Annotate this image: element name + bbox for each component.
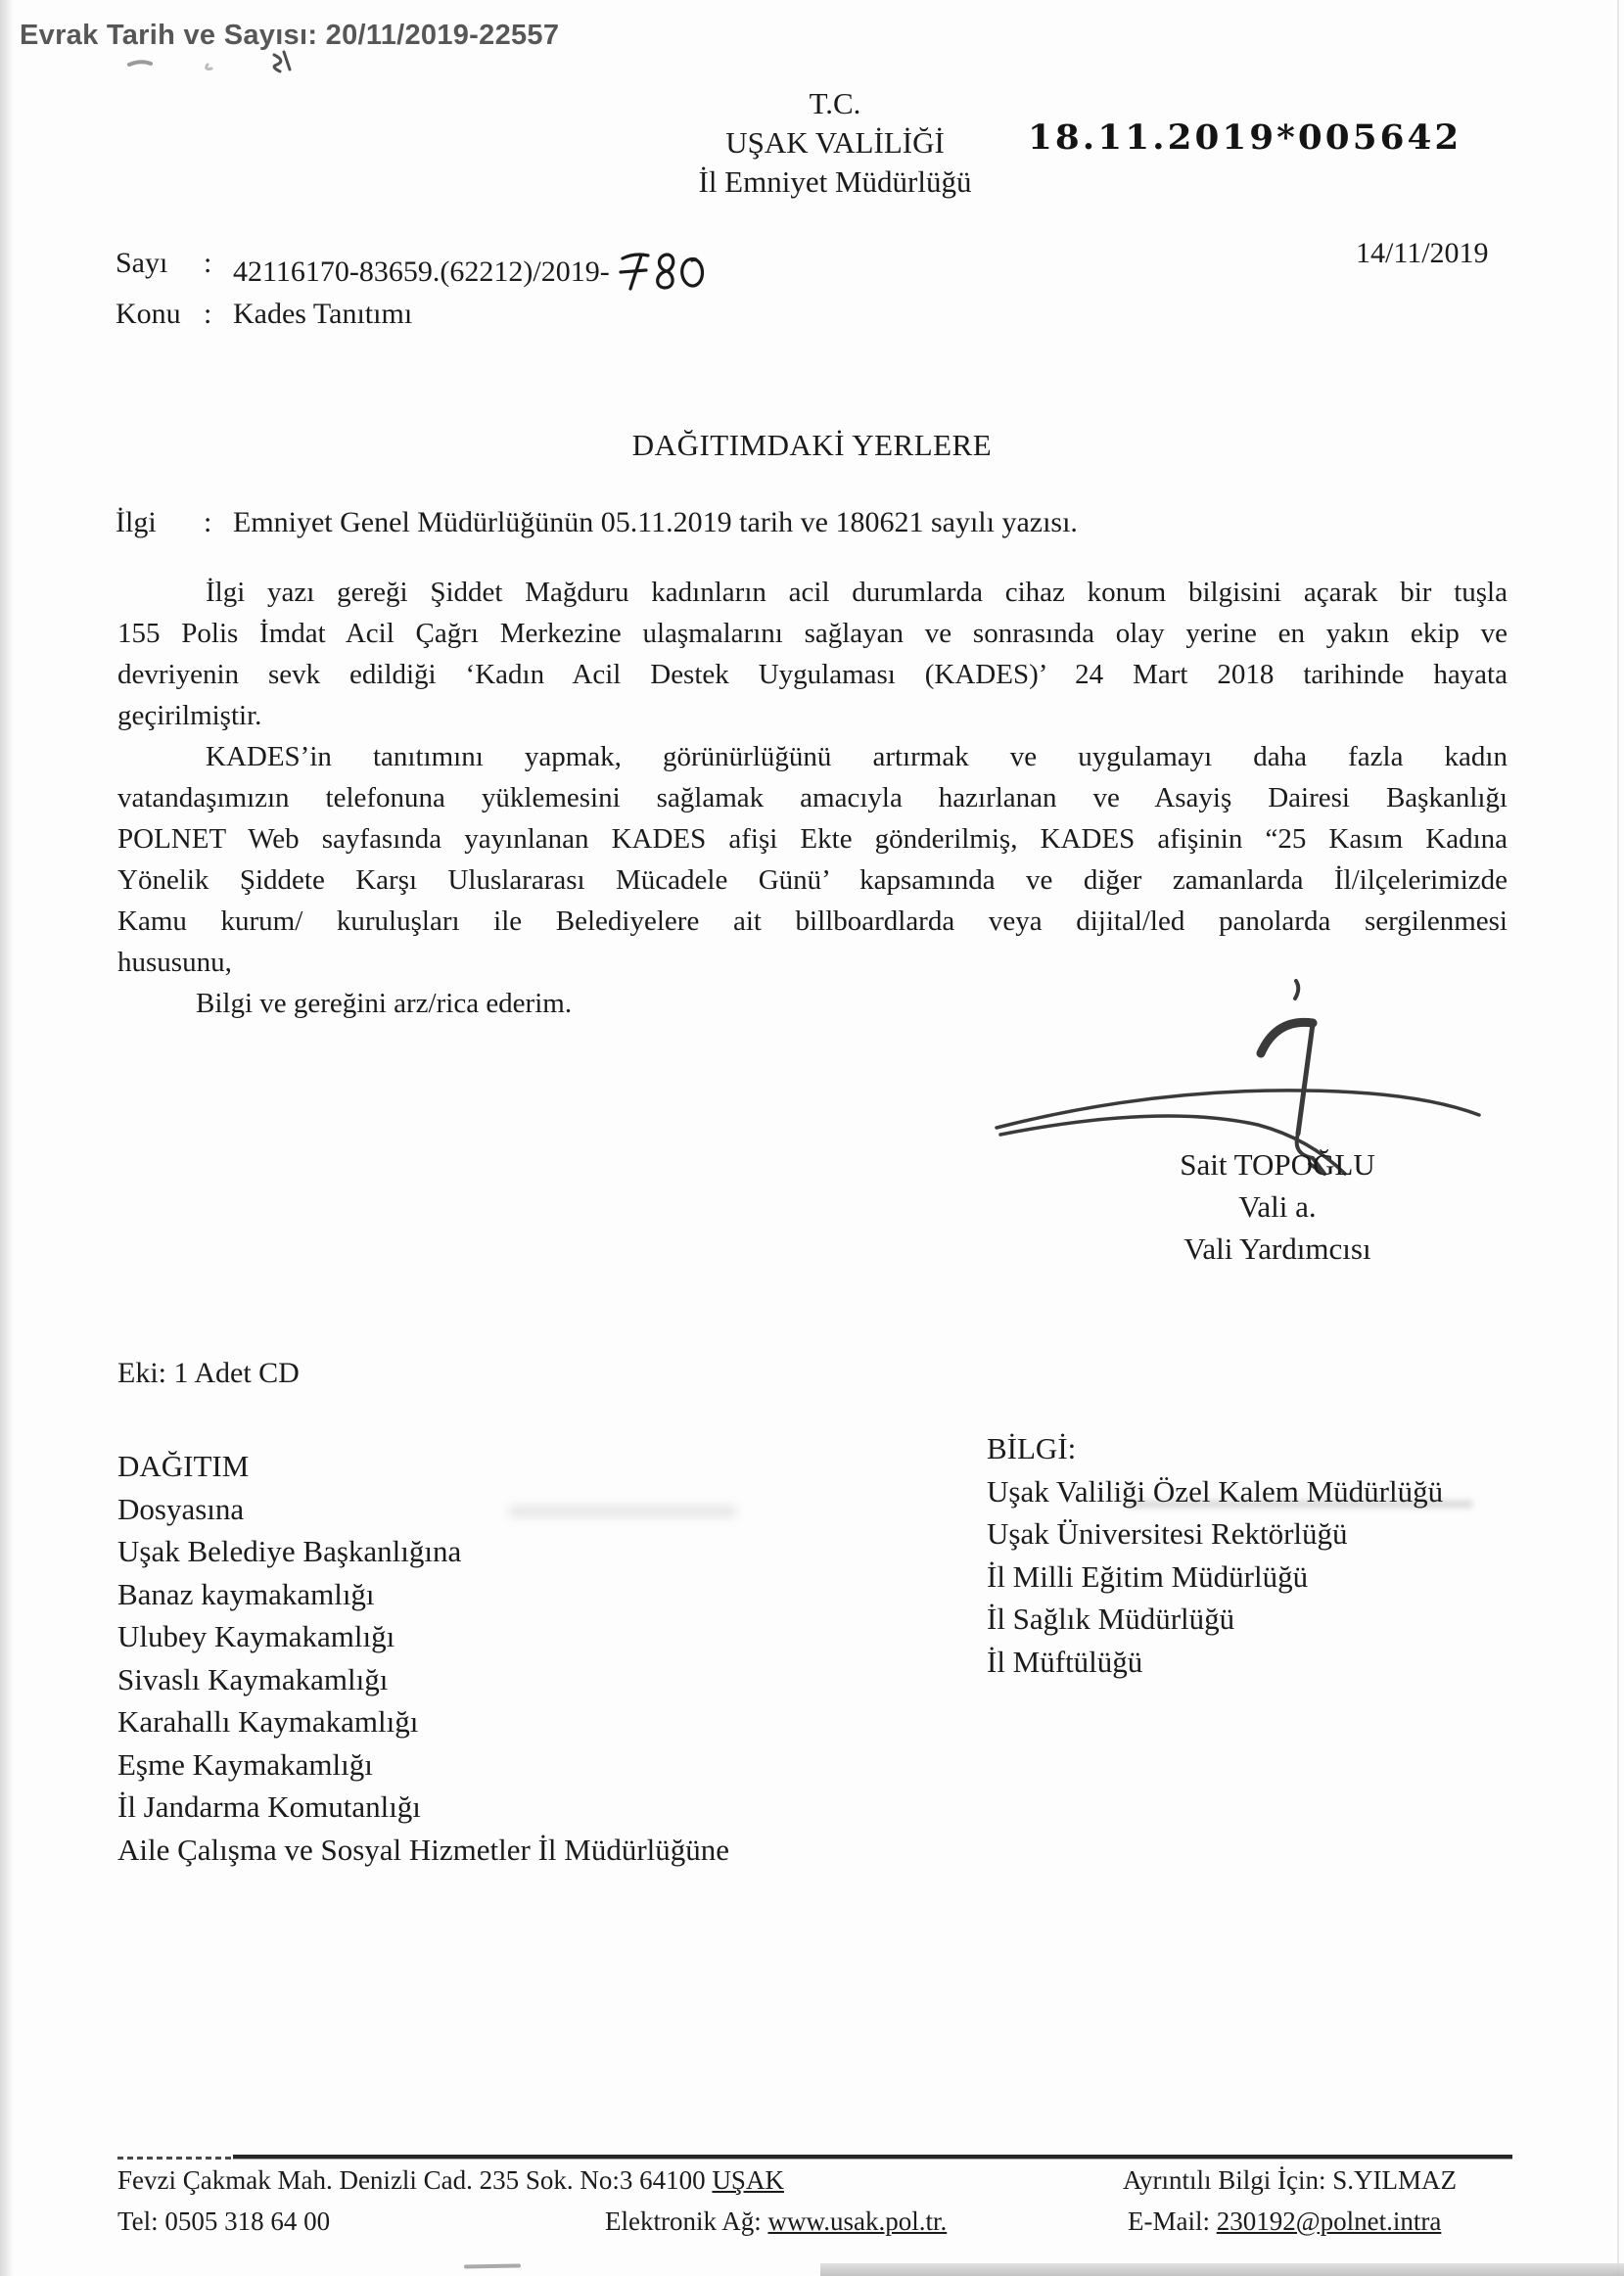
list-item: İl Sağlık Müdürlüğü bbox=[987, 1602, 1235, 1636]
footer-separator-solid bbox=[233, 2155, 1512, 2159]
letter-body bbox=[117, 572, 1508, 1024]
footer-contact: Ayrıntılı Bilgi İçin: S.YILMAZ bbox=[1123, 2165, 1458, 2195]
footer-web-url: www.usak.pol.tr. bbox=[767, 2206, 948, 2236]
footer-email-label: E-Mail: bbox=[1128, 2206, 1217, 2236]
body-line: geçirilmiştir. bbox=[117, 700, 262, 731]
document-date: 14/11/2019 bbox=[1356, 237, 1489, 269]
list-item: İl Milli Eğitim Müdürlüğü bbox=[987, 1558, 1309, 1594]
body-line: hususunu, bbox=[117, 947, 232, 978]
body-line: devriyenin sevk edildiği ‘Kadın Acil Destek Uygulaması (KADES)’ 24 Mart 2018 tarihinde hayata bbox=[117, 659, 1508, 690]
evrak-registration-note: Evrak Tarih ve Sayısı: 20/11/2019-22557 bbox=[20, 20, 560, 51]
scan-bottom-band bbox=[820, 2263, 1624, 2276]
colon: : bbox=[204, 298, 212, 330]
distribution-list bbox=[117, 1445, 729, 1871]
footer-address-city: UŞAK bbox=[712, 2165, 784, 2195]
list-item: İl Müftülüğü bbox=[987, 1644, 1143, 1679]
ilgi-label: İlgi bbox=[116, 506, 157, 538]
signature-block bbox=[1067, 1143, 1488, 1270]
list-item: Aile Çalışma ve Sosyal Hizmetler İl Müdürlüğüne bbox=[117, 1832, 730, 1867]
list-item: Uşak Belediye Başkanlığına bbox=[117, 1534, 462, 1568]
body-line: POLNET Web sayfasında yayınlanan KADES afişi Ekte gönderilmiş, KADES afişinin “25 Kasım Kadına bbox=[117, 823, 1508, 855]
ilgi-text: Emniyet Genel Müdürlüğünün 05.11.2019 tarih ve 180621 sayılı yazısı. bbox=[233, 506, 1078, 538]
addressee-title: DAĞITIMDAKİ YERLERE bbox=[631, 428, 993, 462]
colon: : bbox=[204, 506, 212, 538]
sayi-row bbox=[116, 243, 706, 294]
distribution-header: DAĞITIM bbox=[117, 1449, 250, 1483]
list-item: Dosyasına bbox=[117, 1491, 245, 1526]
body-line: İlgi yazı gereği Şiddet Mağduru kadınların acil durumlarda cihaz konum bilgisini açarak bir tuşla bbox=[206, 577, 1508, 608]
footer-phone: Tel: 0505 318 64 00 bbox=[117, 2206, 331, 2236]
footer-web-label: Elektronik Ağ: bbox=[605, 2206, 768, 2236]
letterhead-governorship: UŞAK VALİLİĞİ bbox=[725, 125, 945, 160]
info-list bbox=[987, 1427, 1443, 1683]
sayi-value bbox=[233, 243, 706, 294]
footer-email bbox=[1128, 2205, 1441, 2238]
footer-email-address: 230192@polnet.intra bbox=[1216, 2206, 1442, 2236]
footer-separator bbox=[117, 2155, 1512, 2160]
scan-bottom-dash bbox=[464, 2263, 521, 2268]
list-item: Ulubey Kaymakamlığı bbox=[117, 1619, 395, 1653]
handwritten-780 bbox=[616, 243, 706, 294]
scan-left-edge bbox=[0, 0, 14, 2276]
list-item: Karahallı Kaymakamlığı bbox=[117, 1704, 419, 1739]
colon: : bbox=[204, 247, 212, 279]
sayi-label: Sayı bbox=[116, 247, 168, 279]
list-item: Eşme Kaymakamlığı bbox=[117, 1746, 373, 1782]
date-number-stamp: 18.11.2019*005642 bbox=[1028, 117, 1462, 158]
footer-address-text: Fevzi Çakmak Mah. Denizli Cad. 235 Sok. No:3 64100 bbox=[117, 2165, 713, 2195]
scan-right-edge bbox=[1617, 0, 1619, 2276]
closing-line: Bilgi ve gereğini arz/rica ederim. bbox=[196, 988, 573, 1019]
list-item: Banaz kaymakamlığı bbox=[117, 1576, 375, 1611]
letterhead-tc: T.C. bbox=[809, 86, 861, 120]
body-line: Kamu kurum/ kuruluşları ile Belediyelere ait billboardlarda veya dijital/led panolarda sergilenmesi bbox=[117, 906, 1508, 937]
attachment-note: Eki: 1 Adet CD bbox=[117, 1357, 300, 1389]
list-item: Sivaslı Kaymakamlığı bbox=[117, 1661, 389, 1696]
body-line: Yönelik Şiddete Karşı Uluslararası Mücadele Günü’ kapsamında ve diğer zamanlarda İl/ilçelerimizde bbox=[117, 864, 1508, 896]
body-line: vatandaşımızın telefonuna yüklemesini sağlamak amacıyla hazırlanan ve Asayiş Dairesi Başkanlığı bbox=[117, 782, 1508, 813]
reference-row bbox=[116, 506, 1515, 539]
konu-value: Kades Tanıtımı bbox=[233, 298, 413, 330]
body-line: KADES’in tanıtımını yapmak, görünürlüğünü artırmak ve uygulamayı daha fazla kadın bbox=[206, 741, 1508, 772]
signer-title: Vali Yardımcısı bbox=[1183, 1231, 1371, 1266]
letterhead-directorate: İl Emniyet Müdürlüğü bbox=[698, 164, 972, 199]
konu-row bbox=[116, 294, 706, 335]
sayi-number: 42116170-83659.(62212)/2019- bbox=[233, 255, 610, 288]
info-header: BİLGİ: bbox=[987, 1431, 1077, 1465]
signer-capacity: Vali a. bbox=[1238, 1189, 1317, 1224]
footer-address bbox=[117, 2163, 784, 2197]
footer-separator-dotted bbox=[117, 2157, 233, 2160]
footer-web bbox=[605, 2205, 947, 2238]
pen-scribble-mark bbox=[117, 45, 303, 78]
body-line: 155 Polis İmdat Acil Çağrı Merkezine ulaşmalarını sağlayan ve sonrasında olay yerine en yakın ekip ve bbox=[117, 618, 1508, 649]
signer-name: Sait TOPOĞLU bbox=[1180, 1147, 1375, 1182]
list-item: Uşak Valiliği Özel Kalem Müdürlüğü bbox=[987, 1473, 1444, 1509]
list-item: Uşak Üniversitesi Rektörlüğü bbox=[987, 1516, 1348, 1551]
document-meta bbox=[116, 243, 706, 335]
list-item: İl Jandarma Komutanlığı bbox=[117, 1789, 421, 1824]
konu-label: Konu bbox=[116, 298, 181, 330]
